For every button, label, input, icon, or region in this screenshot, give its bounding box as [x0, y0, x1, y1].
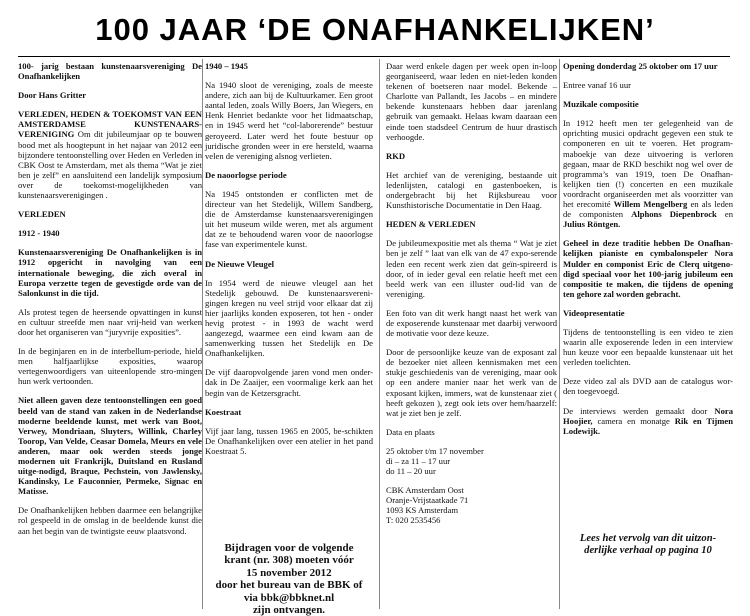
paragraph — [563, 118, 733, 229]
section-heading: Data en plaats — [386, 426, 435, 437]
submission-notice — [205, 542, 373, 616]
paragraph: Tijdens de tentoonstelling is een video te zien waarin alle exposerende leden in een interview hun keuze voor een bepaalde kunstenaar uit het verleden toelichten. — [563, 326, 733, 368]
paragraph — [563, 406, 733, 436]
text-run: camera en monatge — [592, 415, 675, 426]
date-line: di – za 11 – 17 uur — [386, 456, 451, 466]
address-line: CBK Amsterdam Oost — [386, 485, 464, 496]
section-heading: Opening donderdag 25 oktober om 17 uur — [563, 61, 718, 71]
address — [386, 485, 557, 525]
section-heading: 1940 – 1945 — [205, 61, 248, 71]
page-title: 100 JAAR ‘DE ONAFHANKELIJKEN’ — [95, 12, 655, 47]
continued-line: derlijke verhaal op pagina 10 — [584, 545, 712, 556]
section-heading: RKD — [386, 150, 406, 161]
section-heading: De naoorlogse periode — [205, 169, 287, 180]
notice-line: 15 november 2012 — [246, 566, 332, 579]
notice-line: krant (nr. 308) moeten vóór — [224, 554, 354, 567]
paragraph: Entree vanaf 16 uur — [563, 80, 632, 91]
paragraph: Het archief van de vereniging, bestaande uit ledenlijsten, catalogi en gastenboeken, is ondergebracht bij het Rijksbureau voor Kunsthistorische Documentatie in Den Haag. — [386, 169, 557, 211]
phone: T: 020 2535456 — [386, 515, 441, 526]
section-heading: HEDEN & VERLEDEN — [386, 219, 476, 230]
paragraph: Na 1945 ontstonden er conflicten met de directeur van het Stedelijk, Willem Sandberg, die de Amsterdamse kunstenaarsverenigingen uit het museum wilde weren, met als argument dat ze te behoudend waren voor de naoorlogse fase van experimentele kunst. — [205, 188, 373, 250]
paragraph: Als protest tegen de heersende opvattingen in kunst en cultuur streefde men naar vrij-heid van werken door het organiseren van “juryvrije exposities”. — [18, 306, 202, 337]
column-4 — [563, 61, 733, 445]
name-bold: Julius Röntgen. — [563, 219, 621, 230]
notice-email: via bbk@bbknet.nl — [243, 591, 335, 604]
text-run: en — [716, 209, 733, 220]
notice-line: door het bureau van de BBK of — [215, 579, 363, 592]
intro-paragraph — [18, 109, 202, 200]
column-divider — [559, 59, 560, 609]
paragraph: Een foto van dit werk hangt naast het werk van de exposerende kunstenaar met daarbij verwoord de motivatie voor deze keuze. — [386, 307, 557, 339]
dates — [386, 446, 557, 476]
paragraph: Kunstenaarsvereniging De Onafhankelijken is in 1912 opgericht in navolging van een internationale beweging, die zich overal in Europa verzette tegen de gevestigde orde van de Salonkunst in die tijd. — [18, 247, 202, 298]
name-bold: Alphons Diepenbrock — [631, 209, 717, 220]
section-heading: De Nieuwe Vleugel — [205, 258, 275, 269]
continued-line: Lees het vervolg van dit uitzon- — [579, 533, 717, 544]
paragraph: Niet alleen gaven deze tentoonstellingen een goed beeld van de stand van zaken in de Nederlandse moderne beeldende kunst, met werk van Boot, Verwey, Mondriaan, Sluyters, Willink, Charley Toorop, Van Velde, Ceasar Domela, Meurs en vele anderen, maar ook werden steeds jonge modernen uit Frankrijk, Duitsland en Rusland uitge-nodigd, Braque, Pechstein, von Jawlensky, Kandinsky, Le Fauconnier, Permeke, Signac en Matisse. — [18, 395, 202, 497]
notice-line: zijn ontvangen. — [252, 604, 326, 616]
subsection-heading: 1912 - 1940 — [18, 228, 60, 239]
paragraph: De Onafhankelijken hebben daarmee een belangrijke rol gespeeld in de omslag in de beeldende kunst die aan het begin van de twintigste eeuw plaatsvond. — [18, 505, 202, 536]
paragraph: Geheel in deze traditie hebben De Onafhan-kelijken pianiste en cymbalonspeler Nora Mulder en componist Eric de Clerq uitgeno-digd speciaal voor het 100-jarig jubileum een compositie te maken, die tijdens de opening ten gehore zal worden gebracht. — [563, 238, 733, 299]
section-heading: Videopresentatie — [563, 307, 625, 318]
continued-note — [563, 533, 733, 557]
masthead-rule — [18, 56, 730, 57]
section-heading: VERLEDEN — [18, 209, 66, 220]
notice-line: Bijdragen voor de volgende — [224, 542, 354, 554]
column-3 — [386, 61, 557, 535]
paragraph: De jubileumexpositie met als thema “ Wat je ziet ben je zelf ” laat van elk van de 47 expo-serende leden een recent werk zien dat geïn-spireerd is door, of in ieder geval een relatie heeft met een beeld werk van een illuster oud-lid van de vereniging. — [386, 238, 557, 299]
column-divider — [379, 59, 380, 609]
paragraph: Deze video zal als DVD aan de catalogus wor-den toegevoegd. — [563, 376, 733, 397]
paragraph: In 1954 werd de nieuwe vleugel aan het Stedelijk gebouwd. De kunstenaarsvereni-gingen kregen nu veel strijd voor elkaar dat zij hier jaarlijks konden exposeren, tot hen - onder hevig protest - in 1993 de wacht werd aangezegd, waarmee een eind kwam aan de samenwerking tussen het Stedelijk en De Onafhankelijken. — [205, 277, 373, 359]
name-bold: Willem Mengelberg — [613, 199, 688, 210]
column-divider — [202, 59, 203, 609]
intro-bold: VERLEDEN, HEDEN & TOEKOMST VAN EEN AMSTERDAMSE KUNSTENAARS-VERENIGING — [18, 109, 202, 140]
kicker: 100- jarig bestaan kunstenaarsvereniging De Onafhankelijken — [18, 61, 202, 82]
paragraph: In de beginjaren en in de interbellum-periode, hield men halfjaarlijkse exposities, waarop vertegenwoordigers van uiteenlopende stro-mingen hun werk vertoonden. — [18, 346, 202, 387]
column-1 — [18, 61, 202, 545]
paragraph: Door de persoonlijke keuze van de exposant zal de bezoeker niet alleen kennismaken met een stukje geschiedenis van de vereniging, maar ook op een andere manier naar het werk van de exposant kijken, immers, wat de kunstenaar ziet ( heeft gekozen ), zegt ook iets over hem/haarzelf: wat je ziet ben je zelf. — [386, 347, 557, 418]
text-run: en als leden de componisten — [563, 199, 734, 220]
masthead — [0, 0, 750, 52]
name-bold: Nora Hoojier, — [563, 405, 733, 426]
paragraph: Na 1940 sloot de vereniging, zoals de meeste andere, zich aan bij de Kultuurkamer. Een groot aantal leden, zoals Willy Boers, Jan Wiegers, en Henk Henriet bedankte voor het lidmaatschap, en in 1945 werd het “col-laborerende” bestuur geroyeerd. Later werd het foute bestuur op juridische gronden weer in ere hersteld, waarna velen de vereniging alsnog verlieten. — [205, 80, 373, 161]
section-heading: Koestraat — [205, 406, 242, 417]
address-line: 1093 KS Amsterdam — [386, 505, 459, 516]
name-bold: Rik en Tijmen Lodewijk. — [563, 415, 733, 436]
section-heading: Muzikale compositie — [563, 99, 639, 110]
paragraph: Vijf jaar lang, tussen 1965 en 2005, be-schikten De Onafhankelijken over een atelier in het pand Koestraat 5. — [205, 425, 373, 456]
address-line: Oranje-Vrijstaatkade 71 — [386, 495, 469, 506]
byline: Door Hans Gritter — [18, 90, 87, 101]
date-line: 25 oktober t/m 17 november — [386, 445, 484, 456]
column-2 — [205, 61, 373, 465]
intro-rest: Om dit jubileumjaar op te bouwen bood met als hoogtepunt in het najaar van 2012 een bijzondere tentoonstelling over Heden en Verleden in CBK Oost te Amsterdam, met als thema “Wat je ziet ben je zelf” en aansluitend een landelijk symposium over de toekomst-mogelijkheden van kunstenaarsverenigingen . — [18, 129, 202, 201]
text-run: De interviews werden gemaakt door — [563, 405, 715, 416]
paragraph: De vijf daaropvolgende jaren vond men onder-dak in De Zaaijer, een voormalige kerk aan het begin van de Ketzersgracht. — [205, 367, 373, 398]
date-line: do 11 – 20 uur — [386, 466, 436, 477]
text-run: In 1912 heeft men ter gelegenheid van de oprichting musici opdracht gegeven een stuk te componeren en uit te voeren. Het program-maboekje van deze uitvoering is verloren gegaan, maar de RKD beschikt nog wel over de programma’s van 1919, toen De Onafhan-kelijken tien (!) concerten en een muzikale voordracht organiseerden met als voorzitter van het erecomité — [563, 118, 733, 210]
paragraph: Daar werd enkele dagen per week open in-loop georganiseerd, waar leden en niet-leden konden tekenen of boetseren naar model. Bekende – Charlotte van Pallandt, Ies Jacobs – en mindere bekende kunstenaars hebben daar jarenlang gebruik van gemaakt. Helaas kwam daaraan een einde toen stadsdeel Centrum de huur drastisch verhoogde. — [386, 61, 557, 142]
